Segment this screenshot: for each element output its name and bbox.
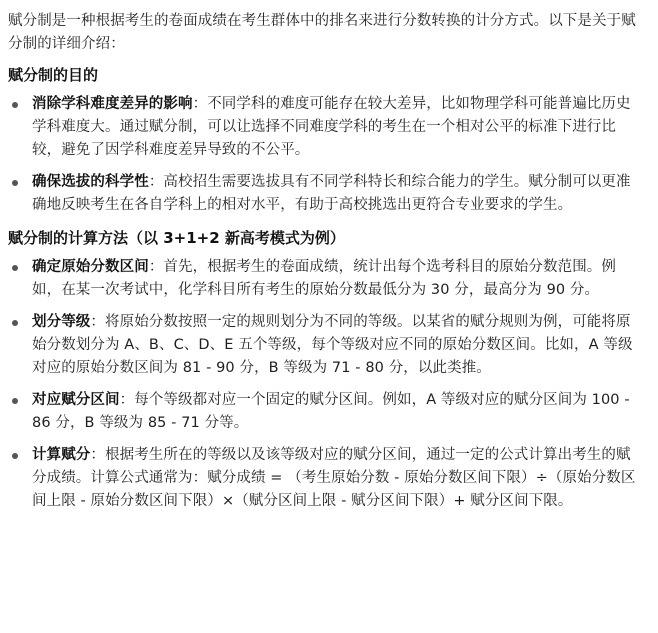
- item-text: ：高校招生需要选拔具有不同学科特长和综合能力的学生。赋分制可以更准确地反映考生在各自学科上的相对水平，有助于高校挑选出更符合专业要求的学生。: [32, 174, 631, 213]
- bullet-icon: [12, 320, 18, 326]
- section-heading-method: 赋分制的计算方法（以 3+1+2 新高考模式为例）: [8, 229, 345, 247]
- list-item: [8, 311, 638, 380]
- bullet-icon: [12, 453, 18, 459]
- list-item: [8, 171, 638, 217]
- item-term: 划分等级: [32, 314, 91, 330]
- method-list: [8, 256, 638, 513]
- section-heading-purpose: 赋分制的目的: [8, 66, 99, 84]
- item-term: 计算赋分: [32, 447, 91, 463]
- item-text: ：根据考生所在的等级以及该等级对应的赋分区间，通过一定的公式计算出考生的赋分成绩。计算公式通常为：赋分成绩 = （考生原始分数 - 原始分数区间下限）÷（原始分数区间上限 - 原始分数区间下限）×（赋分区间上限 - 赋分区间下限）+ 赋分区间下限。: [32, 447, 636, 509]
- item-term: 消除学科难度差异的影响: [32, 96, 193, 112]
- item-term: 对应赋分区间: [32, 392, 120, 408]
- bullet-icon: [12, 102, 18, 108]
- item-term: 确保选拔的科学性: [32, 174, 149, 190]
- item-term: 确定原始分数区间: [32, 259, 149, 275]
- list-item: [8, 93, 638, 162]
- bullet-icon: [12, 180, 18, 186]
- item-text: ：首先，根据考生的卷面成绩，统计出每个选考科目的原始分数范围。例如，在某一次考试中，化学科目所有考生的原始分数最低分为 30 分，最高分为 90 分。: [32, 259, 617, 298]
- list-item: [8, 256, 638, 302]
- bullet-icon: [12, 265, 18, 271]
- bullet-icon: [12, 398, 18, 404]
- item-text: ：不同学科的难度可能存在较大差异，比如物理学科可能普遍比历史学科难度大。通过赋分制，可以让选择不同难度学科的考生在一个相对公平的标准下进行比较，避免了因学科难度差异导致的不公平。: [32, 96, 631, 158]
- list-item: [8, 389, 638, 435]
- item-text: ：将原始分数按照一定的规则划分为不同的等级。以某省的赋分规则为例，可能将原始分数划分为 A、B、C、D、E 五个等级，每个等级对应不同的原始分数区间。比如，A 等级对应的原始分数区间为 81 - 90 分，B 等级为 71 - 80 分，以此类推。: [32, 314, 633, 376]
- list-item: [8, 444, 638, 513]
- item-text: ：每个等级都对应一个固定的赋分区间。例如，A 等级对应的赋分区间为 100 - 86 分，B 等级为 85 - 71 分等。: [32, 392, 630, 431]
- purpose-list: [8, 93, 638, 217]
- intro-paragraph: 赋分制是一种根据考生的卷面成绩在考生群体中的排名来进行分数转换的计分方式。以下是关于赋分制的详细介绍：: [8, 13, 636, 52]
